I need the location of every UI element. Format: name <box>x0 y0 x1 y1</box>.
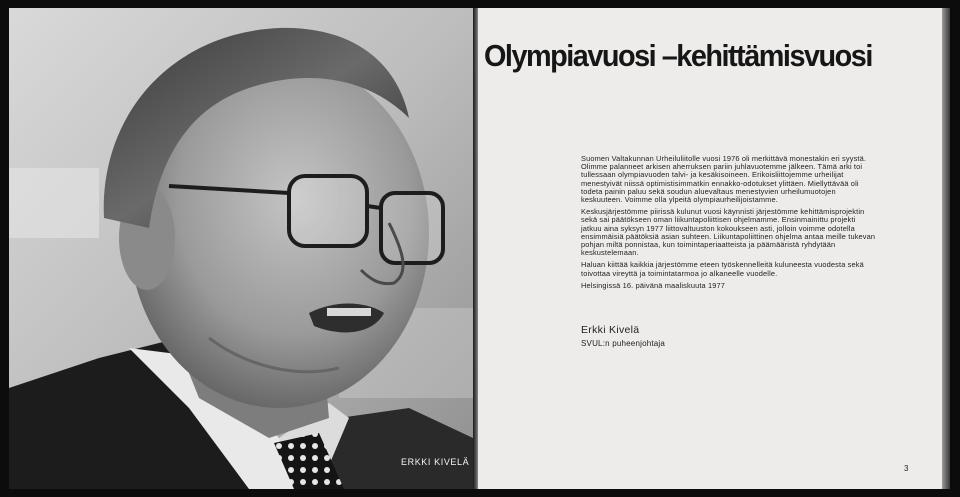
portrait-photo <box>9 8 473 489</box>
paragraph: Haluan kiittää kaikkia järjestömme eteen työskennelleitä kuluneesta vuodesta sekä toivottaa vireyttä ja toimintatarmoa jo alkaneelle vuodelle. <box>581 260 864 278</box>
left-page <box>9 8 473 489</box>
right-page <box>478 8 942 489</box>
signature-block <box>581 324 665 348</box>
paragraph: Suomen Valtakunnan Urheiluliitolle vuosi 1976 oli merkittävä monestakin eri syystä. Olimme palanneet arkisen aherruksen pariin juhlavuotemme jälkeen. Tämä arki toi tullessaan olympiavuoden talvi- ja kesäkisoineen. Erikoisliittojemme urheilijat menestyivät niissä optimistisimmatkin ennakko-odotukset ylittäen. Miellyttävää oli todeta painin paluu sekä soudun aluevaltaus menestyvien urheilumuotojen keskuuteen. Voimme olla ylpeitä olympiaurheilijoistamme. <box>581 154 867 205</box>
show-through-text <box>778 66 938 156</box>
photo-caption: ERKKI KIVELÄ <box>401 457 470 467</box>
date-line: Helsingissä 16. päivänä maaliskuuta 1977 <box>581 280 726 290</box>
article-title: Olympiavuosi –kehittämisvuosi <box>484 38 872 73</box>
article-body <box>581 155 876 296</box>
page-edge <box>942 8 950 489</box>
page-number: 3 <box>904 464 909 473</box>
signature-title: SVUL:n puheenjohtaja <box>581 339 666 348</box>
paragraph: Keskusjärjestömme piirissä kulunut vuosi käynnisti järjestömme kehittämisprojektin sekä sai päätökseen oman liikuntapoliittisen ohjelmamme. Ensinmainittu projekti jatkuu aina syksyn 1977 liittovaltuuston kokoukseen asti, jolloin voimme odotella ensimmäisiä päätöksiä asian suhteen. Liikuntapoliittinen ohjelma antaa meille tukevan pohjan miltä ponnistaa, kun toimintaperiaatteista ja päämääristä ryhdytään keskustelemaan. <box>581 207 876 258</box>
signature-name: Erkki Kivelä <box>581 324 640 336</box>
